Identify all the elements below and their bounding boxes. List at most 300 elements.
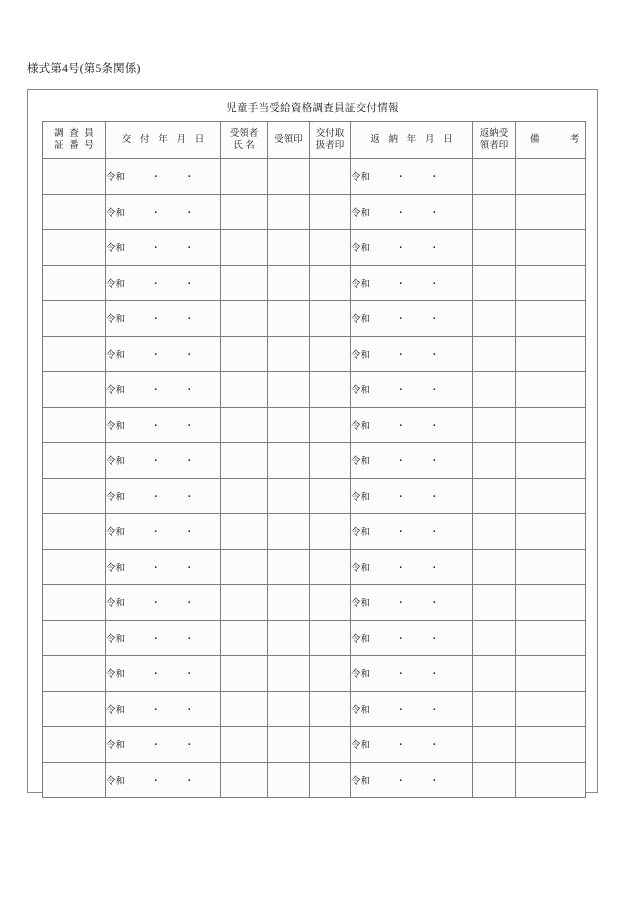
cell-recipient-name[interactable] bbox=[221, 514, 268, 550]
cell-issue-date[interactable] bbox=[106, 762, 221, 798]
column-header-badge-number bbox=[43, 122, 106, 159]
date-separator-day: ・ bbox=[429, 776, 440, 787]
cell-recipient-name[interactable] bbox=[221, 549, 268, 585]
cell-issue-date[interactable] bbox=[106, 727, 221, 763]
date-separator-month: ・ bbox=[151, 208, 161, 219]
column-header-handler-seal bbox=[310, 122, 351, 159]
cell-badge-number[interactable] bbox=[43, 727, 106, 763]
date-separator-month: ・ bbox=[151, 457, 161, 468]
table-row bbox=[43, 620, 586, 656]
cell-badge-number[interactable] bbox=[43, 301, 106, 337]
cell-handler-seal[interactable] bbox=[310, 301, 351, 337]
cell-remarks[interactable] bbox=[516, 265, 586, 301]
cell-handler-seal[interactable] bbox=[310, 336, 351, 372]
date-separator-day: ・ bbox=[184, 244, 195, 255]
date-separator-day: ・ bbox=[184, 634, 195, 645]
column-header-text bbox=[221, 128, 267, 153]
date-separator-day: ・ bbox=[184, 528, 195, 539]
table-row bbox=[43, 727, 586, 763]
era-label: 令和 bbox=[351, 528, 371, 539]
cell-recipient-name[interactable] bbox=[221, 336, 268, 372]
era-label: 令和 bbox=[106, 350, 126, 361]
cell-badge-number[interactable] bbox=[43, 265, 106, 301]
date-separator-day: ・ bbox=[429, 208, 440, 219]
cell-remarks[interactable] bbox=[516, 478, 586, 514]
cell-handler-seal[interactable] bbox=[310, 585, 351, 621]
date-separator-month: ・ bbox=[396, 208, 406, 219]
date-separator-month: ・ bbox=[151, 563, 161, 574]
cell-recipient-seal[interactable] bbox=[268, 230, 310, 266]
cell-return-date[interactable] bbox=[351, 514, 473, 550]
cell-recipient-name[interactable] bbox=[221, 691, 268, 727]
cell-return-seal[interactable] bbox=[473, 407, 516, 443]
era-label: 令和 bbox=[351, 279, 371, 290]
table-container bbox=[42, 121, 594, 798]
column-header-text bbox=[268, 134, 309, 147]
form-number-label: 様式第4号(第5条関係) bbox=[27, 63, 141, 75]
era-label: 令和 bbox=[351, 741, 371, 752]
date-separator-day: ・ bbox=[429, 315, 440, 326]
column-header-text bbox=[43, 128, 105, 153]
cell-issue-date[interactable] bbox=[106, 230, 221, 266]
date-separator-month: ・ bbox=[396, 315, 406, 326]
date-separator-day: ・ bbox=[184, 599, 195, 610]
date-separator-day: ・ bbox=[429, 528, 440, 539]
date-separator-day: ・ bbox=[429, 421, 440, 432]
cell-remarks[interactable] bbox=[516, 656, 586, 692]
era-label: 令和 bbox=[106, 457, 126, 468]
cell-handler-seal[interactable] bbox=[310, 159, 351, 195]
cell-handler-seal[interactable] bbox=[310, 727, 351, 763]
date-separator-month: ・ bbox=[151, 741, 161, 752]
cell-recipient-name[interactable] bbox=[221, 230, 268, 266]
date-separator-day: ・ bbox=[429, 492, 440, 503]
cell-return-seal[interactable] bbox=[473, 478, 516, 514]
cell-return-date[interactable] bbox=[351, 230, 473, 266]
cell-recipient-name[interactable] bbox=[221, 762, 268, 798]
date-separator-day: ・ bbox=[184, 705, 195, 716]
date-separator-month: ・ bbox=[396, 421, 406, 432]
date-separator-day: ・ bbox=[184, 563, 195, 574]
date-separator-day: ・ bbox=[184, 208, 195, 219]
date-separator-day: ・ bbox=[184, 457, 195, 468]
cell-recipient-seal[interactable] bbox=[268, 194, 310, 230]
era-label: 令和 bbox=[106, 492, 126, 503]
cell-return-date[interactable] bbox=[351, 194, 473, 230]
date-separator-month: ・ bbox=[396, 670, 406, 681]
cell-issue-date[interactable] bbox=[106, 372, 221, 408]
cell-return-seal[interactable] bbox=[473, 691, 516, 727]
date-separator-day: ・ bbox=[429, 386, 440, 397]
cell-recipient-seal[interactable] bbox=[268, 336, 310, 372]
cell-handler-seal[interactable] bbox=[310, 443, 351, 479]
date-separator-day: ・ bbox=[184, 315, 195, 326]
column-header-line: 領者印 bbox=[479, 141, 509, 151]
era-label: 令和 bbox=[106, 528, 126, 539]
era-label: 令和 bbox=[351, 421, 371, 432]
cell-return-date[interactable] bbox=[351, 443, 473, 479]
column-header-line: 氏 名 bbox=[233, 141, 255, 151]
cell-return-date[interactable] bbox=[351, 478, 473, 514]
cell-recipient-seal[interactable] bbox=[268, 585, 310, 621]
date-separator-day: ・ bbox=[184, 350, 195, 361]
era-label: 令和 bbox=[351, 776, 371, 787]
cell-return-date[interactable] bbox=[351, 620, 473, 656]
cell-recipient-seal[interactable] bbox=[268, 514, 310, 550]
date-separator-day: ・ bbox=[429, 670, 440, 681]
cell-badge-number[interactable] bbox=[43, 549, 106, 585]
column-header-line: 交 付 年 月 日 bbox=[121, 134, 208, 145]
cell-return-date[interactable] bbox=[351, 301, 473, 337]
column-header-line: 受領者 bbox=[229, 128, 259, 139]
column-header-text bbox=[351, 134, 472, 147]
cell-badge-number[interactable] bbox=[43, 762, 106, 798]
cell-return-date[interactable] bbox=[351, 372, 473, 408]
cell-handler-seal[interactable] bbox=[310, 549, 351, 585]
era-label: 令和 bbox=[106, 244, 126, 255]
cell-issue-date[interactable] bbox=[106, 194, 221, 230]
column-header-text bbox=[473, 128, 515, 153]
date-separator-day: ・ bbox=[429, 279, 440, 290]
cell-return-date[interactable] bbox=[351, 691, 473, 727]
cell-return-seal[interactable] bbox=[473, 585, 516, 621]
date-separator-day: ・ bbox=[429, 457, 440, 468]
column-header-remarks bbox=[516, 122, 594, 159]
era-label: 令和 bbox=[351, 634, 371, 645]
column-header-issue-date bbox=[106, 122, 221, 159]
cell-recipient-seal[interactable] bbox=[268, 301, 310, 337]
cell-issue-date[interactable] bbox=[106, 549, 221, 585]
cell-remarks[interactable] bbox=[516, 514, 586, 550]
column-header-line: 証 番 号 bbox=[54, 141, 96, 151]
cell-recipient-name[interactable] bbox=[221, 407, 268, 443]
cell-return-seal[interactable] bbox=[473, 230, 516, 266]
date-separator-month: ・ bbox=[396, 279, 406, 290]
date-separator-month: ・ bbox=[396, 528, 406, 539]
era-label: 令和 bbox=[106, 315, 126, 326]
cell-badge-number[interactable] bbox=[43, 620, 106, 656]
cell-issue-date[interactable] bbox=[106, 159, 221, 195]
date-separator-month: ・ bbox=[151, 492, 161, 503]
era-label: 令和 bbox=[106, 741, 126, 752]
cell-remarks[interactable] bbox=[516, 727, 586, 763]
cell-remarks[interactable] bbox=[516, 301, 586, 337]
date-separator-day: ・ bbox=[184, 279, 195, 290]
cell-remarks[interactable] bbox=[516, 585, 586, 621]
era-label: 令和 bbox=[351, 492, 371, 503]
cell-handler-seal[interactable] bbox=[310, 656, 351, 692]
era-label: 令和 bbox=[106, 634, 126, 645]
date-separator-month: ・ bbox=[396, 386, 406, 397]
table-body bbox=[43, 159, 586, 798]
date-separator-month: ・ bbox=[396, 634, 406, 645]
cell-issue-date[interactable] bbox=[106, 407, 221, 443]
era-label: 令和 bbox=[351, 457, 371, 468]
cell-handler-seal[interactable] bbox=[310, 230, 351, 266]
table-row bbox=[43, 407, 586, 443]
date-separator-day: ・ bbox=[184, 421, 195, 432]
column-header-line: 扱者印 bbox=[315, 141, 345, 151]
table-row bbox=[43, 549, 586, 585]
cell-recipient-seal[interactable] bbox=[268, 656, 310, 692]
cell-issue-date[interactable] bbox=[106, 656, 221, 692]
cell-recipient-seal[interactable] bbox=[268, 265, 310, 301]
date-separator-month: ・ bbox=[396, 492, 406, 503]
date-separator-day: ・ bbox=[184, 670, 195, 681]
cell-badge-number[interactable] bbox=[43, 159, 106, 195]
cell-recipient-name[interactable] bbox=[221, 194, 268, 230]
column-header-return-seal bbox=[473, 122, 516, 159]
cell-recipient-name[interactable] bbox=[221, 620, 268, 656]
date-separator-day: ・ bbox=[429, 173, 440, 184]
cell-recipient-seal[interactable] bbox=[268, 478, 310, 514]
era-label: 令和 bbox=[351, 173, 371, 184]
cell-handler-seal[interactable] bbox=[310, 691, 351, 727]
column-header-recipient-name bbox=[221, 122, 268, 159]
table-row bbox=[43, 762, 586, 798]
cell-remarks[interactable] bbox=[516, 230, 586, 266]
era-label: 令和 bbox=[106, 173, 126, 184]
cell-handler-seal[interactable] bbox=[310, 762, 351, 798]
cell-return-seal[interactable] bbox=[473, 656, 516, 692]
era-label: 令和 bbox=[351, 705, 371, 716]
cell-handler-seal[interactable] bbox=[310, 620, 351, 656]
cell-return-date[interactable] bbox=[351, 656, 473, 692]
date-separator-month: ・ bbox=[151, 279, 161, 290]
era-label: 令和 bbox=[351, 599, 371, 610]
cell-recipient-name[interactable] bbox=[221, 372, 268, 408]
cell-recipient-seal[interactable] bbox=[268, 443, 310, 479]
cell-remarks[interactable] bbox=[516, 620, 586, 656]
cell-return-seal[interactable] bbox=[473, 265, 516, 301]
era-label: 令和 bbox=[106, 279, 126, 290]
table-row bbox=[43, 265, 586, 301]
column-header-text bbox=[310, 128, 350, 153]
cell-recipient-name[interactable] bbox=[221, 478, 268, 514]
date-separator-day: ・ bbox=[429, 244, 440, 255]
cell-badge-number[interactable] bbox=[43, 230, 106, 266]
cell-return-seal[interactable] bbox=[473, 620, 516, 656]
cell-remarks[interactable] bbox=[516, 762, 586, 798]
cell-badge-number[interactable] bbox=[43, 691, 106, 727]
cell-recipient-seal[interactable] bbox=[268, 407, 310, 443]
cell-recipient-name[interactable] bbox=[221, 265, 268, 301]
era-label: 令和 bbox=[351, 244, 371, 255]
era-label: 令和 bbox=[351, 563, 371, 574]
cell-remarks[interactable] bbox=[516, 549, 586, 585]
cell-return-date[interactable] bbox=[351, 159, 473, 195]
date-separator-month: ・ bbox=[151, 528, 161, 539]
issuance-record-table bbox=[42, 121, 594, 798]
cell-badge-number[interactable] bbox=[43, 478, 106, 514]
cell-recipient-seal[interactable] bbox=[268, 159, 310, 195]
date-separator-day: ・ bbox=[184, 492, 195, 503]
era-label: 令和 bbox=[106, 208, 126, 219]
era-label: 令和 bbox=[106, 776, 126, 787]
date-separator-month: ・ bbox=[151, 173, 161, 184]
column-header-recipient-seal bbox=[268, 122, 310, 159]
cell-handler-seal[interactable] bbox=[310, 372, 351, 408]
cell-recipient-seal[interactable] bbox=[268, 372, 310, 408]
table-row bbox=[43, 443, 586, 479]
date-separator-day: ・ bbox=[429, 741, 440, 752]
date-separator-day: ・ bbox=[184, 173, 195, 184]
date-separator-day: ・ bbox=[184, 386, 195, 397]
cell-badge-number[interactable] bbox=[43, 656, 106, 692]
era-label: 令和 bbox=[106, 670, 126, 681]
cell-recipient-name[interactable] bbox=[221, 443, 268, 479]
cell-handler-seal[interactable] bbox=[310, 265, 351, 301]
cell-recipient-seal[interactable] bbox=[268, 727, 310, 763]
cell-return-seal[interactable] bbox=[473, 372, 516, 408]
cell-return-date[interactable] bbox=[351, 265, 473, 301]
cell-issue-date[interactable] bbox=[106, 336, 221, 372]
date-separator-month: ・ bbox=[151, 244, 161, 255]
era-label: 令和 bbox=[106, 421, 126, 432]
table-row bbox=[43, 478, 586, 514]
cell-remarks[interactable] bbox=[516, 407, 586, 443]
date-separator-month: ・ bbox=[396, 599, 406, 610]
table-row bbox=[43, 656, 586, 692]
cell-badge-number[interactable] bbox=[43, 372, 106, 408]
date-separator-month: ・ bbox=[151, 705, 161, 716]
table-row bbox=[43, 372, 586, 408]
cell-recipient-name[interactable] bbox=[221, 159, 268, 195]
era-label: 令和 bbox=[351, 386, 371, 397]
column-header-line: 受領印 bbox=[274, 134, 303, 145]
cell-handler-seal[interactable] bbox=[310, 407, 351, 443]
column-header-line: 備 考 bbox=[530, 134, 594, 145]
date-separator-day: ・ bbox=[184, 776, 195, 787]
date-separator-month: ・ bbox=[396, 173, 406, 184]
table-row bbox=[43, 230, 586, 266]
column-header-line: 調 査 員 bbox=[54, 128, 96, 139]
cell-return-seal[interactable] bbox=[473, 727, 516, 763]
cell-badge-number[interactable] bbox=[43, 585, 106, 621]
cell-return-seal[interactable] bbox=[473, 443, 516, 479]
cell-handler-seal[interactable] bbox=[310, 194, 351, 230]
cell-issue-date[interactable] bbox=[106, 620, 221, 656]
cell-return-date[interactable] bbox=[351, 727, 473, 763]
column-header-line: 返 納 年 月 日 bbox=[370, 134, 456, 145]
cell-return-date[interactable] bbox=[351, 762, 473, 798]
cell-badge-number[interactable] bbox=[43, 443, 106, 479]
cell-issue-date[interactable] bbox=[106, 443, 221, 479]
era-label: 令和 bbox=[106, 563, 126, 574]
date-separator-day: ・ bbox=[429, 563, 440, 574]
cell-recipient-seal[interactable] bbox=[268, 762, 310, 798]
table-row bbox=[43, 585, 586, 621]
table-row bbox=[43, 336, 586, 372]
date-separator-month: ・ bbox=[396, 563, 406, 574]
cell-remarks[interactable] bbox=[516, 336, 586, 372]
column-header-text bbox=[516, 134, 594, 147]
date-separator-month: ・ bbox=[151, 634, 161, 645]
cell-recipient-seal[interactable] bbox=[268, 620, 310, 656]
cell-return-seal[interactable] bbox=[473, 194, 516, 230]
cell-issue-date[interactable] bbox=[106, 478, 221, 514]
cell-issue-date[interactable] bbox=[106, 514, 221, 550]
cell-badge-number[interactable] bbox=[43, 336, 106, 372]
cell-return-date[interactable] bbox=[351, 336, 473, 372]
era-label: 令和 bbox=[106, 386, 126, 397]
date-separator-day: ・ bbox=[429, 599, 440, 610]
date-separator-month: ・ bbox=[151, 386, 161, 397]
table-header-row bbox=[43, 122, 586, 159]
date-separator-month: ・ bbox=[151, 670, 161, 681]
cell-remarks[interactable] bbox=[516, 372, 586, 408]
cell-recipient-name[interactable] bbox=[221, 727, 268, 763]
table-row bbox=[43, 159, 586, 195]
date-separator-month: ・ bbox=[396, 776, 406, 787]
cell-issue-date[interactable] bbox=[106, 301, 221, 337]
date-separator-month: ・ bbox=[396, 705, 406, 716]
date-separator-month: ・ bbox=[151, 776, 161, 787]
table-row bbox=[43, 301, 586, 337]
cell-badge-number[interactable] bbox=[43, 194, 106, 230]
era-label: 令和 bbox=[351, 315, 371, 326]
column-header-text bbox=[106, 134, 220, 147]
date-separator-month: ・ bbox=[396, 350, 406, 361]
cell-remarks[interactable] bbox=[516, 194, 586, 230]
date-separator-month: ・ bbox=[396, 244, 406, 255]
date-separator-day: ・ bbox=[429, 350, 440, 361]
cell-issue-date[interactable] bbox=[106, 585, 221, 621]
date-separator-month: ・ bbox=[151, 350, 161, 361]
era-label: 令和 bbox=[106, 599, 126, 610]
table-header bbox=[43, 122, 594, 159]
cell-badge-number[interactable] bbox=[43, 514, 106, 550]
table-row bbox=[43, 514, 586, 550]
date-separator-month: ・ bbox=[151, 315, 161, 326]
cell-recipient-name[interactable] bbox=[221, 656, 268, 692]
cell-return-seal[interactable] bbox=[473, 336, 516, 372]
cell-handler-seal[interactable] bbox=[310, 478, 351, 514]
cell-return-date[interactable] bbox=[351, 407, 473, 443]
column-header-return-date bbox=[351, 122, 473, 159]
cell-return-seal[interactable] bbox=[473, 514, 516, 550]
cell-return-seal[interactable] bbox=[473, 301, 516, 337]
era-label: 令和 bbox=[106, 705, 126, 716]
cell-return-date[interactable] bbox=[351, 585, 473, 621]
cell-return-seal[interactable] bbox=[473, 549, 516, 585]
column-header-line: 交付取 bbox=[315, 128, 345, 139]
era-label: 令和 bbox=[351, 208, 371, 219]
cell-remarks[interactable] bbox=[516, 159, 586, 195]
cell-issue-date[interactable] bbox=[106, 691, 221, 727]
column-header-line: 返納受 bbox=[479, 128, 509, 139]
date-separator-day: ・ bbox=[184, 741, 195, 752]
cell-return-seal[interactable] bbox=[473, 159, 516, 195]
cell-recipient-name[interactable] bbox=[221, 301, 268, 337]
table-row bbox=[43, 194, 586, 230]
date-separator-month: ・ bbox=[396, 457, 406, 468]
cell-return-date[interactable] bbox=[351, 549, 473, 585]
era-label: 令和 bbox=[351, 350, 371, 361]
cell-badge-number[interactable] bbox=[43, 407, 106, 443]
table-caption: 児童手当受給資格調査員証交付情報 bbox=[226, 103, 399, 114]
cell-recipient-seal[interactable] bbox=[268, 549, 310, 585]
cell-remarks[interactable] bbox=[516, 443, 586, 479]
cell-issue-date[interactable] bbox=[106, 265, 221, 301]
cell-return-seal[interactable] bbox=[473, 762, 516, 798]
cell-recipient-name[interactable] bbox=[221, 585, 268, 621]
cell-remarks[interactable] bbox=[516, 691, 586, 727]
date-separator-month: ・ bbox=[151, 599, 161, 610]
cell-handler-seal[interactable] bbox=[310, 514, 351, 550]
form-outer-frame bbox=[27, 89, 598, 793]
cell-recipient-seal[interactable] bbox=[268, 691, 310, 727]
